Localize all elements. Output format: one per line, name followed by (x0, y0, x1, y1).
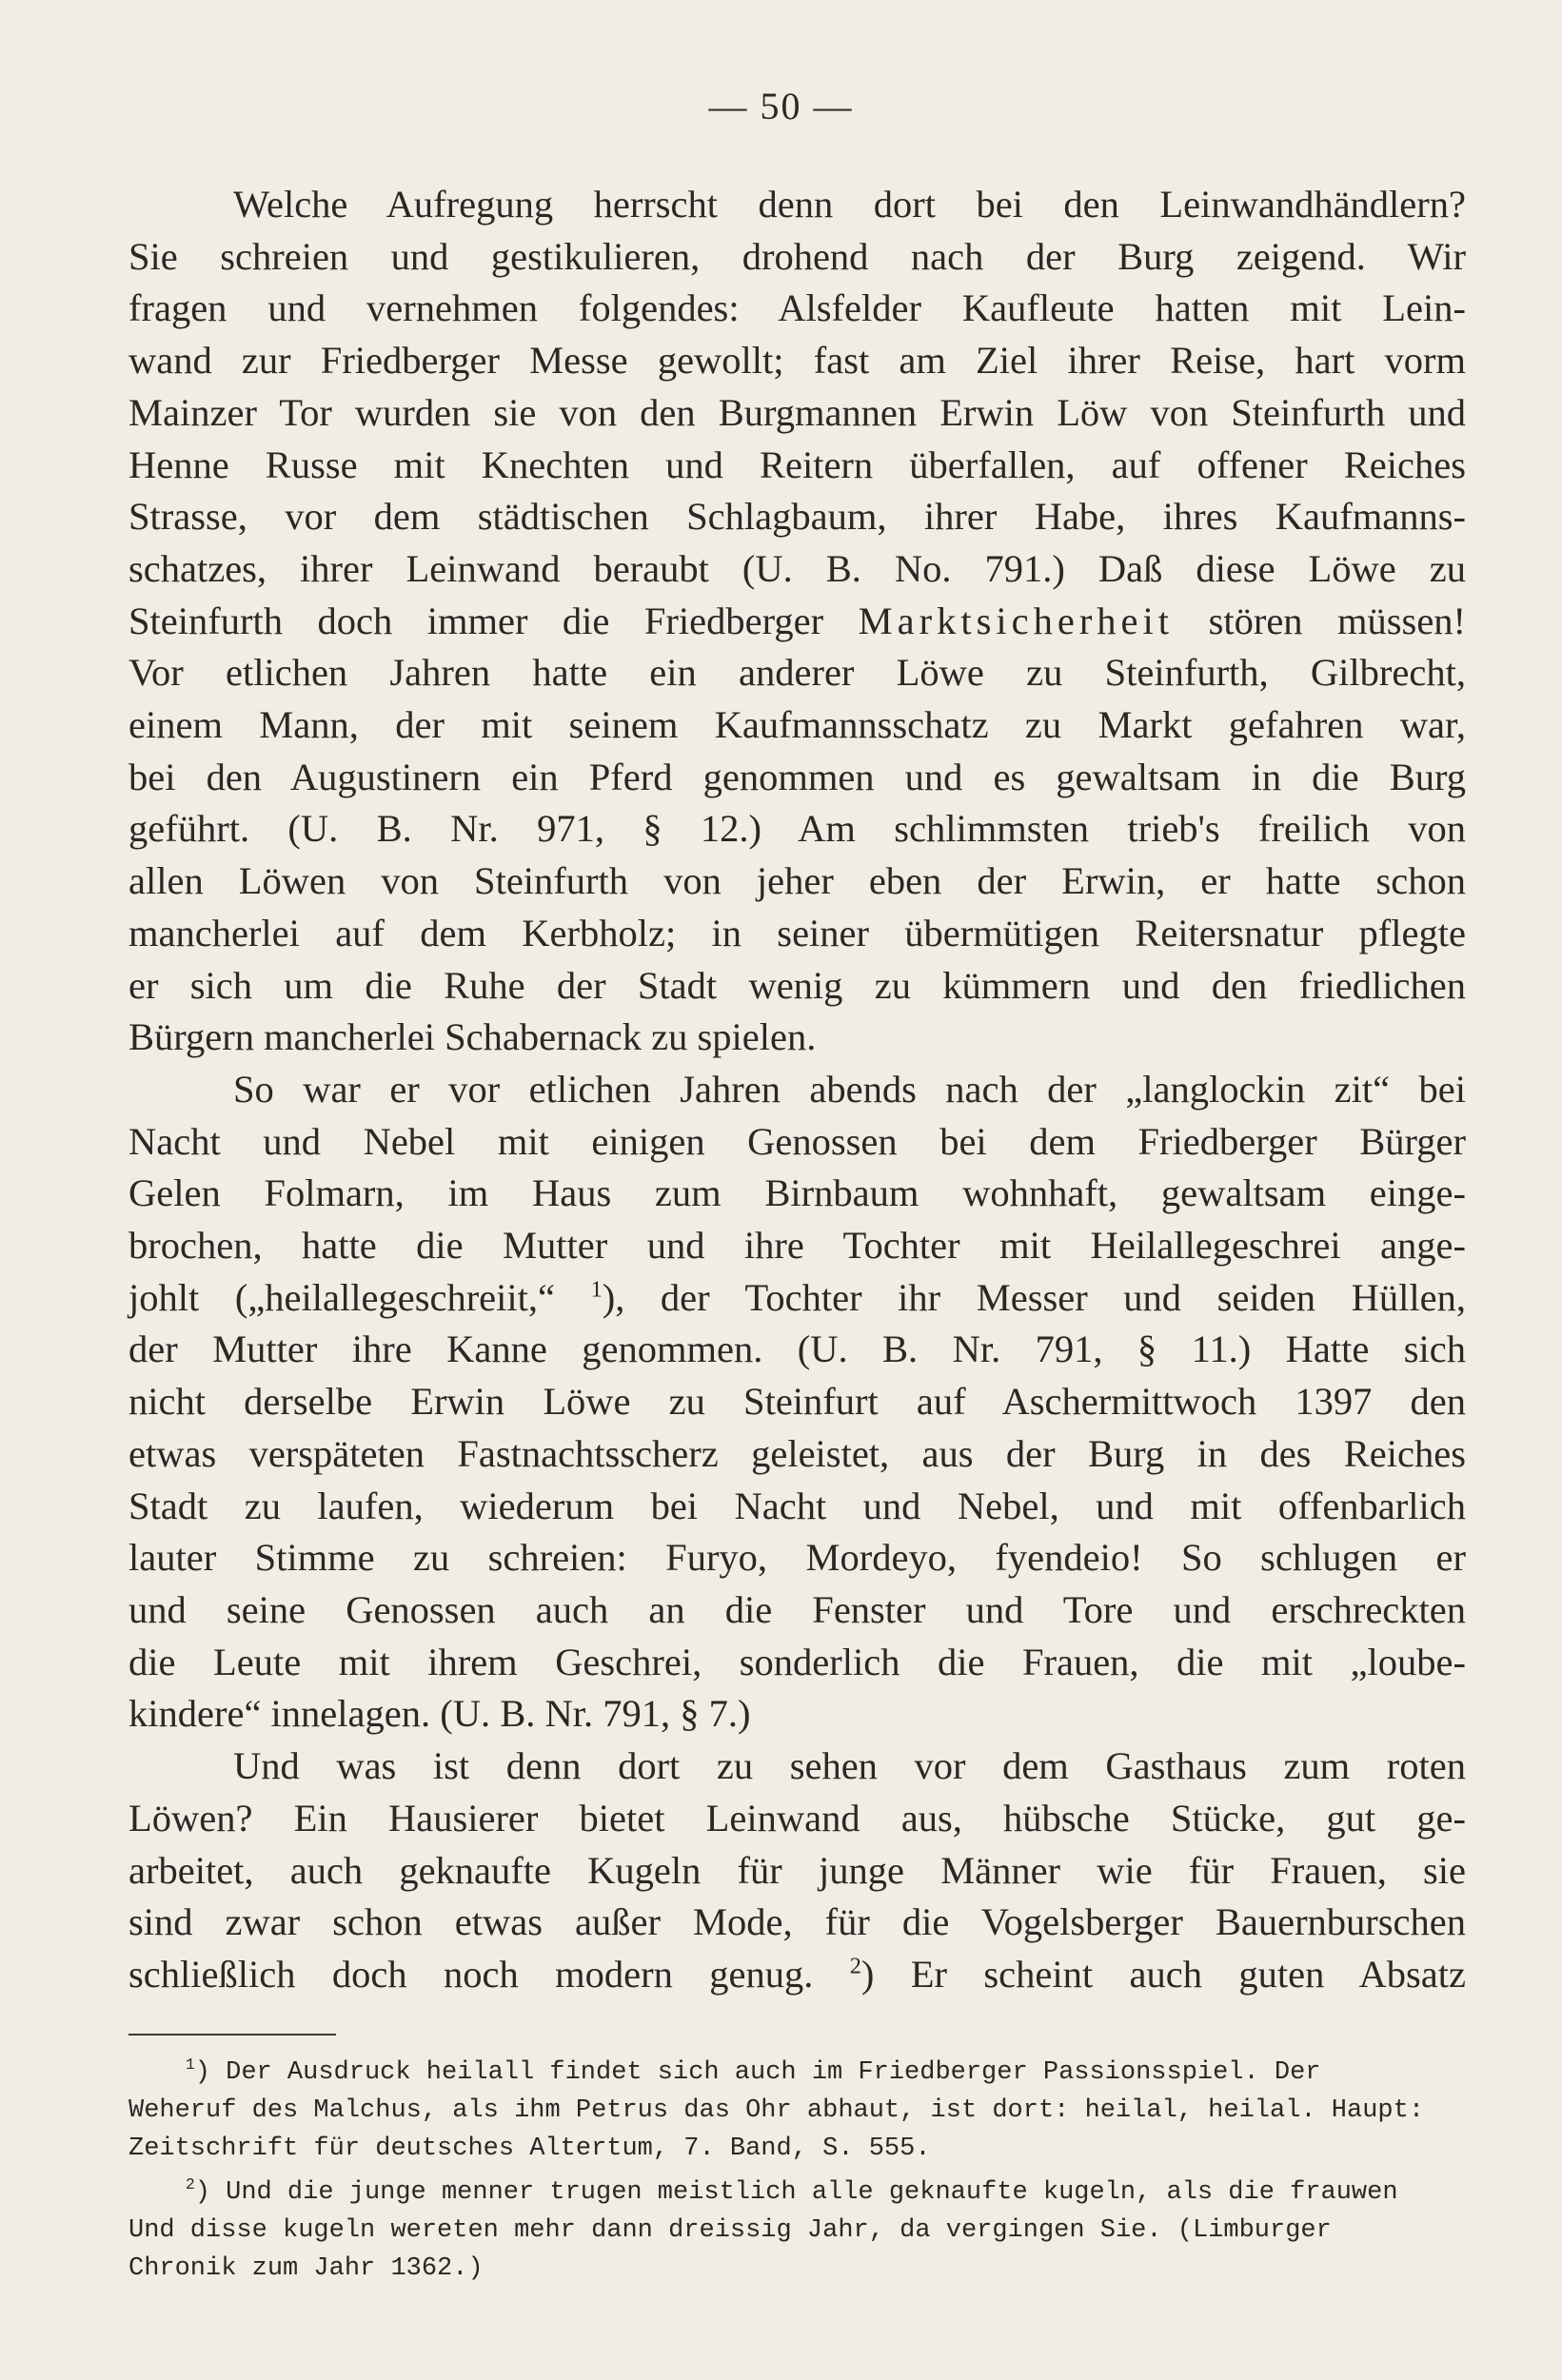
text-line: Bürgern mancherlei Schabernack zu spielen. (129, 1015, 817, 1059)
text-line: etwas verspäteten Fastnachtsscherz geleistet, aus der Burg in des Reiches (129, 1431, 1466, 1475)
text-line: mancherlei auf dem Kerbholz; in seiner übermütigen Reitersnatur pflegte (129, 911, 1466, 954)
text-fragment: schließlich doch noch modern genug. (129, 1952, 814, 1996)
text-line: Welche Aufregung herrscht denn dort bei den Leinwandhändlern? (233, 183, 1466, 226)
footnote-marker: 2 (186, 2176, 195, 2193)
text-line (129, 1949, 1466, 2001)
text-line: lauter Stimme zu schreien: Furyo, Mordeyo, fyendeio! So schlugen er (129, 1536, 1466, 1580)
text-line: bei den Augustinern ein Pferd genommen und es gewaltsam in die Burg (129, 755, 1466, 798)
text-line: schatzes, ihrer Leinwand beraubt (U. B. No. 791.) Daß diese Löwe zu (129, 546, 1466, 590)
text-line: geführt. (U. B. Nr. 971, § 12.) Am schlimmsten trieb's freilich von (129, 807, 1466, 851)
footnote-line: ) Der Ausdruck heilall findet sich auch im Friedberger Passionsspiel. Der (194, 2058, 1321, 2087)
text-line: und seine Genossen auch an die Fenster und Tore und erschreckten (129, 1587, 1466, 1631)
footnote-line: Und disse kugeln wereten mehr dann dreissig Jahr, da vergingen Sie. (Limburger (129, 2216, 1332, 2245)
emphasized-word: Marktsicherheit (858, 599, 1175, 642)
text-line: wand zur Friedberger Messe gewollt; fast am Ziel ihrer Reise, hart vorm (129, 339, 1466, 383)
text-line: die Leute mit ihrem Geschrei, sonderlich die Frauen, die mit „loube- (129, 1640, 1466, 1683)
text-line: Und was ist denn dort zu sehen vor dem Gasthaus zum roten (233, 1744, 1466, 1788)
text-line: einem Mann, der mit seinem Kaufmannsschatz zu Markt gefahren war, (129, 703, 1466, 747)
text-line: allen Löwen von Steinfurth von jeher eben der Erwin, er hatte schon (129, 859, 1466, 903)
text-line: brochen, hatte die Mutter und ihre Tochter mit Heilallegeschrei ange- (129, 1224, 1466, 1268)
text-fragment: ), der Tochter ihr Messer und seiden Hüllen, (602, 1275, 1466, 1319)
text-line: sind zwar schon etwas außer Mode, für die Vogelsberger Bauernburschen (129, 1900, 1466, 1944)
text-line: So war er vor etlichen Jahren abends nach der „langlockin zit“ bei (233, 1067, 1466, 1111)
text-line: Nacht und Nebel mit einigen Genossen bei dem Friedberger Bürger (129, 1119, 1466, 1163)
text-line: Löwen? Ein Hausierer bietet Leinwand aus, hübsche Stücke, gut ge- (129, 1796, 1466, 1839)
footnote-ref-2[interactable]: 2 (849, 1953, 861, 1979)
text-line: Mainzer Tor wurden sie von den Burgmannen Erwin Löw von Steinfurth und (129, 390, 1466, 434)
page-number: — 50 — (708, 85, 854, 128)
text-line: arbeitet, auch geknaufte Kugeln für junge Männer wie für Frauen, sie (129, 1848, 1466, 1892)
text-line: der Mutter ihre Kanne genommen. (U. B. Nr. 791, § 11.) Hatte sich (129, 1328, 1466, 1371)
footnote-divider (129, 2034, 336, 2036)
text-fragment: stören müssen! (1208, 599, 1467, 642)
footnote-line: Zeitschrift für deutsches Altertum, 7. Band, S. 555. (129, 2134, 931, 2163)
paragraph-1 (129, 179, 1466, 1064)
text-line: fragen und vernehmen folgendes: Alsfelder Kaufleute hatten mit Lein- (129, 286, 1466, 330)
footnote-ref-1[interactable]: 1 (590, 1276, 603, 1303)
text-fragment: johlt („heilallegeschreiit,“ (129, 1275, 556, 1319)
text-line: er sich um die Ruhe der Stadt wenig zu kümmern und den friedlichen (129, 963, 1466, 1007)
footnote-line: ) Und die junge menner trugen meistlich alle geknaufte kugeln, als die frauwen (194, 2178, 1398, 2207)
text-line: kindere“ innelagen. (U. B. Nr. 791, § 7.) (129, 1692, 751, 1736)
text-line: nicht derselbe Erwin Löwe zu Steinfurt auf Aschermittwoch 1397 den (129, 1380, 1466, 1424)
footnote-1 (129, 2054, 1466, 2168)
footnote-line: Weheruf des Malchus, als ihm Petrus das Ohr abhaut, ist dort: heilal, heilal. Haupt: (129, 2096, 1425, 2125)
text-line: Stadt zu laufen, wiederum bei Nacht und Nebel, und mit offenbarlich (129, 1484, 1466, 1527)
paragraph-3 (129, 1741, 1466, 2001)
main-text (129, 179, 1466, 2001)
text-line: Gelen Folmarn, im Haus zum Birnbaum wohnhaft, gewaltsam einge- (129, 1171, 1466, 1215)
footnote-line: Chronik zum Jahr 1362.) (129, 2254, 484, 2283)
text-line: Sie schreien und gestikulieren, drohend nach der Burg zeigend. Wir (129, 234, 1466, 278)
text-line: Henne Russe mit Knechten und Reitern überfallen, auf offener Reiches (129, 443, 1466, 486)
text-fragment: ) Er scheint auch guten Absatz (860, 1952, 1466, 1996)
text-fragment: Steinfurth doch immer die Friedberger (129, 599, 824, 642)
text-line (129, 1272, 1466, 1325)
footnote-marker: 1 (186, 2056, 195, 2074)
text-line: Vor etlichen Jahren hatte ein anderer Löwe zu Steinfurth, Gilbrecht, (129, 651, 1466, 695)
text-line: Strasse, vor dem städtischen Schlagbaum, ihrer Habe, ihres Kaufmanns- (129, 495, 1466, 539)
footnotes (129, 2054, 1466, 2293)
footnote-2 (129, 2173, 1466, 2288)
text-line (129, 596, 1466, 648)
paragraph-2 (129, 1064, 1466, 1741)
